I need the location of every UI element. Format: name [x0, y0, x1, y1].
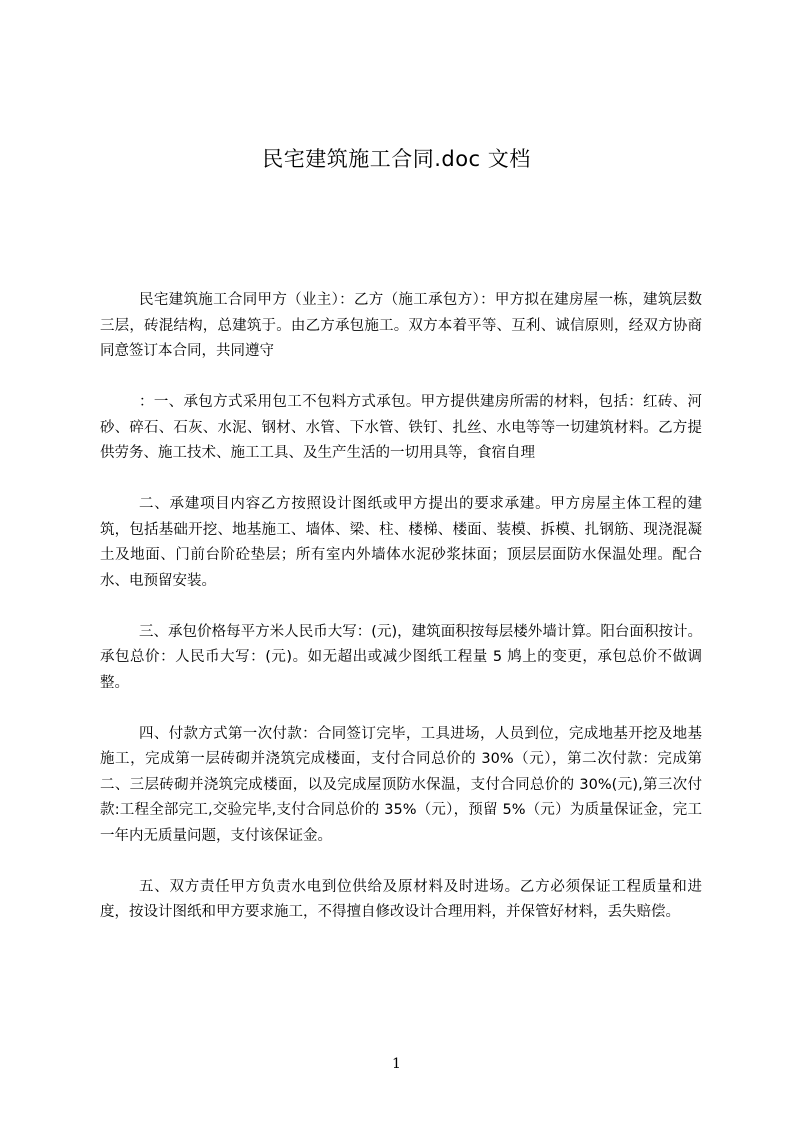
- paragraph-project-scope: 二、承建项目内容乙方按照设计图纸或甲方提出的要求承建。甲方房屋主体工程的建筑，包括基础开挖、地基施工、墙体、梁、柱、楼梯、楼面、装模、拆模、扎钢筋、现浇混凝土及地面、门前台阶砼垫层；所有室内外墙体水泥砂浆抹面；顶层层面防水保温处理。配合水、电预留安装。: [100, 496, 702, 589]
- document-body: [100, 288, 702, 951]
- paragraph-payment-terms: 四、付款方式第一次付款：合同签订完毕，工具进场，人员到位，完成地基开挖及地基施工，完成第一层砖砌并浇筑完成楼面，支付合同总价的 30%（元），第二次付款：完成第二、三层砖砌并浇筑完成楼面，以及完成屋顶防水保温，支付合同总价的 30%(元),第三次付款:工程全部完工,交验完毕,支付合同总价的 35%（元），预留 5%（元）为质量保证金，完工一年内无质量问题，支付该保证金。: [100, 725, 702, 844]
- paragraph-contract-price: 三、承包价格每平方米人民币大写：(元)，建筑面积按每层楼外墙计算。阳台面积按计。承包总价：人民币大写：(元)。如无超出或减少图纸工程量 5 鸠上的变更，承包总价不做调整。: [100, 623, 702, 691]
- paragraph-preamble: 民宅建筑施工合同甲方（业主）：乙方（施工承包方）：甲方拟在建房屋一栋，建筑层数三层，砖混结构，总建筑于。由乙方承包施工。双方本着平等、互利、诚信原则，经双方协商同意签订本合同，共同遵守: [100, 292, 702, 359]
- paragraph-contract-method: ：一、承包方式采用包工不包料方式承包。甲方提供建房所需的材料，包括：红砖、河砂、碎石、石灰、水泥、钢材、水管、下水管、铁钉、扎丝、水电等等一切建筑材料。乙方提供劳务、施工技术、施工工具、及生产生活的一切用具等，食宿自理: [100, 394, 702, 461]
- document-title: 民宅建筑施工合同.doc 文档: [262, 147, 531, 171]
- paragraph-responsibilities: 五、双方责任甲方负责水电到位供给及原材料及时进场。乙方必须保证工程质量和进度，按设计图纸和甲方要求施工，不得擅自修改设计合理用料，并保管好材料，丢失赔偿。: [100, 878, 702, 920]
- page-number: 1: [392, 1056, 401, 1072]
